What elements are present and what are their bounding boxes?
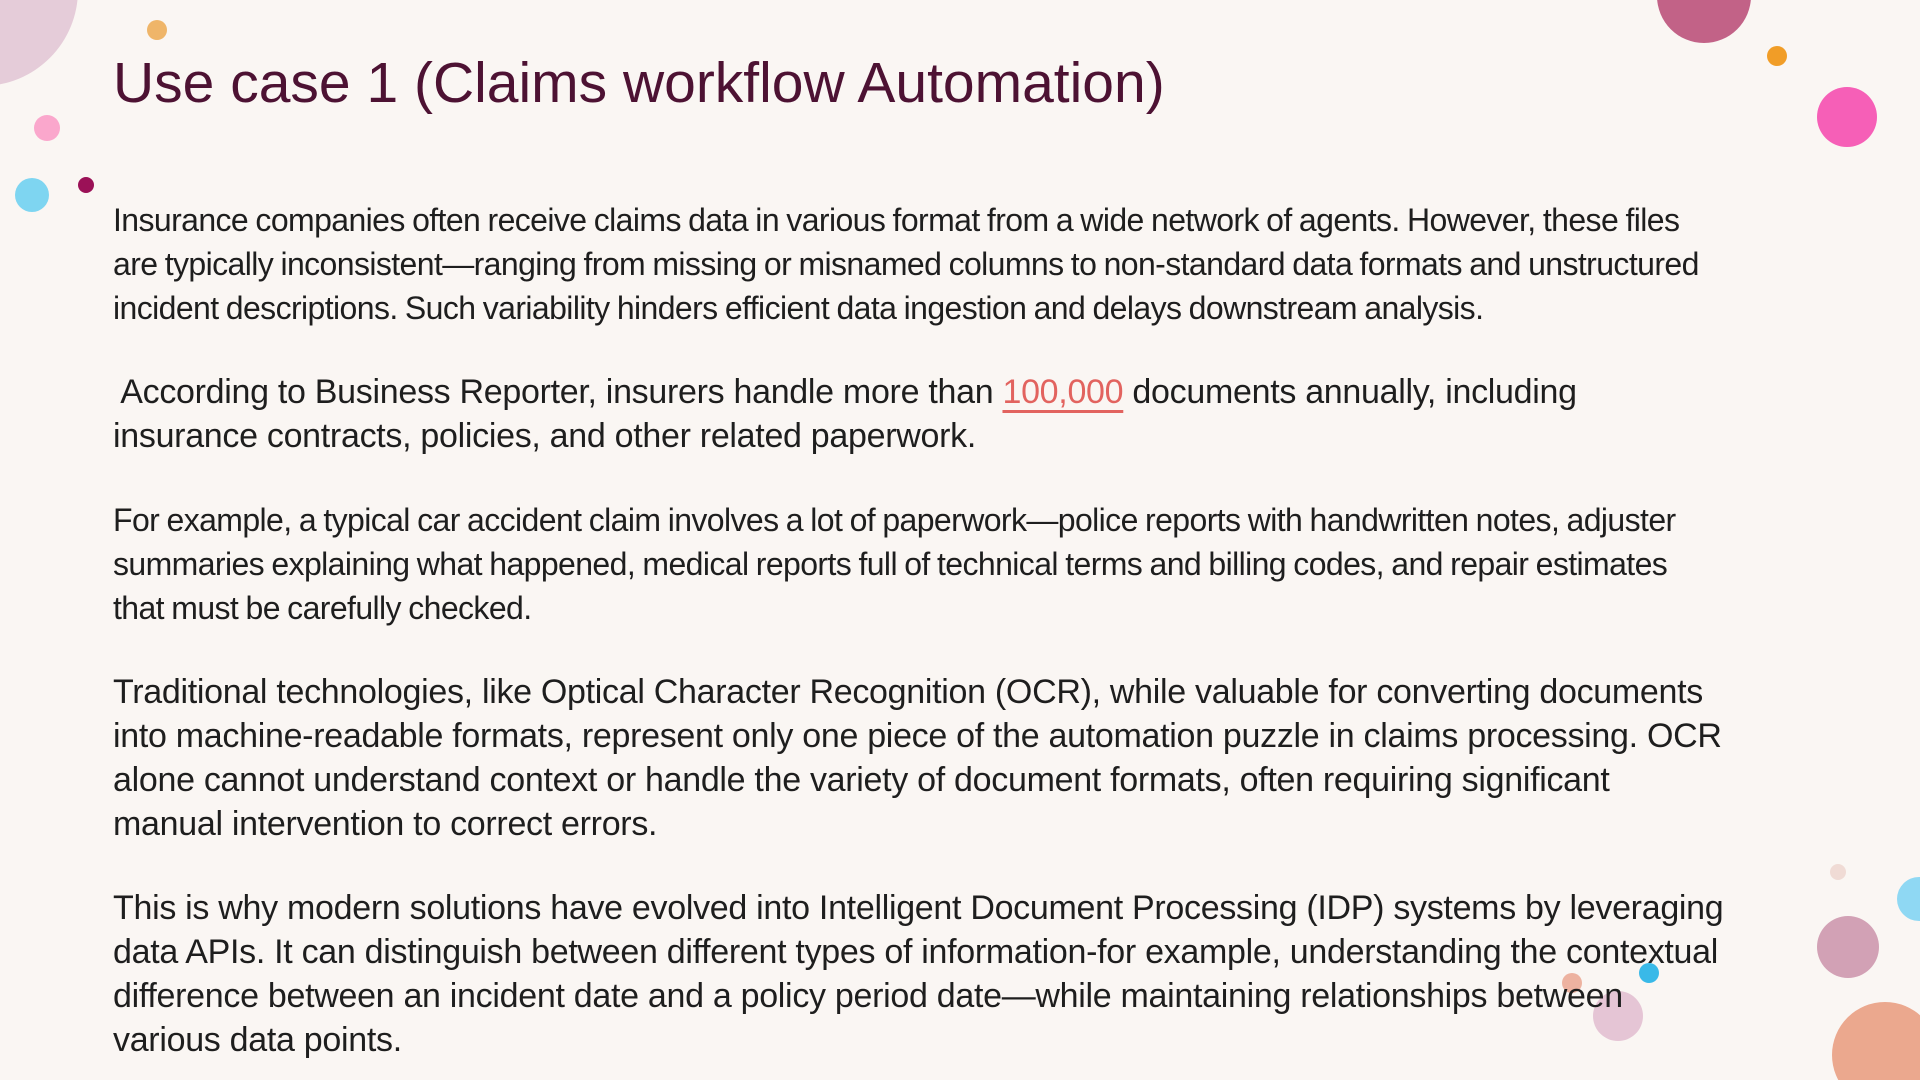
circle-dark-rose-top-right — [1657, 0, 1751, 43]
circle-hot-pink-top-right — [1817, 87, 1877, 147]
text-line: alone cannot understand context or handle the variety of document formats, often requiring significant — [113, 761, 1610, 799]
text-line: This is why modern solutions have evolved into Intelligent Document Processing (IDP) systems by leveraging — [113, 889, 1724, 927]
circle-dusty-pink-top-left — [0, 0, 78, 86]
text-line: into machine-readable formats, represent only one piece of the automation puzzle in claims processing. OCR — [113, 717, 1722, 755]
circle-sky-blue-right-edge — [1897, 877, 1920, 921]
circle-tan-dot-top — [147, 20, 167, 40]
paragraph-statistic — [113, 370, 1873, 458]
text-segment: According to Business Reporter, insurers handle more than — [113, 373, 1003, 411]
text-line — [113, 370, 1873, 414]
text-segment: documents annually, including — [1123, 373, 1577, 411]
text-line: summaries explaining what happened, medical reports full of technical terms and billing codes, and repair estimates — [113, 546, 1668, 582]
circle-maroon-dot-left — [78, 177, 94, 193]
slide-body — [113, 198, 1873, 1080]
circle-sky-blue-left — [15, 178, 49, 212]
paragraph-idp — [113, 886, 1873, 1062]
text-line: that must be carefully checked. — [113, 590, 532, 626]
text-line: Traditional technologies, like Optical Character Recognition (OCR), while valuable for converting documents — [113, 673, 1703, 711]
circle-orange-dot-top-right — [1767, 46, 1787, 66]
text-line: incident descriptions. Such variability hinders efficient data ingestion and delays downstream analysis. — [113, 290, 1484, 326]
text-line: difference between an incident date and a policy period date—while maintaining relationships between — [113, 977, 1623, 1015]
text-line: are typically inconsistent—ranging from missing or misnamed columns to non-standard data formats and unstructured — [113, 246, 1699, 282]
documents-count-link[interactable]: 100,000 — [1002, 373, 1124, 411]
text-line: For example, a typical car accident claim involves a lot of paperwork—police reports with handwritten notes, adjuster — [113, 502, 1676, 538]
paragraph-example — [113, 498, 1873, 630]
circle-pink-left — [34, 115, 60, 141]
text-line: insurance contracts, policies, and other related paperwork. — [113, 417, 976, 455]
slide-title: Use case 1 (Claims workflow Automation) — [113, 51, 1165, 115]
paragraph-intro — [113, 198, 1873, 330]
text-line: data APIs. It can distinguish between different types of information-for example, understanding the contextual — [113, 933, 1719, 971]
text-line: Insurance companies often receive claims data in various format from a wide network of agents. However, these files — [113, 202, 1680, 238]
text-line: various data points. — [113, 1021, 402, 1059]
paragraph-ocr — [113, 670, 1873, 846]
text-line: manual intervention to correct errors. — [113, 805, 658, 843]
